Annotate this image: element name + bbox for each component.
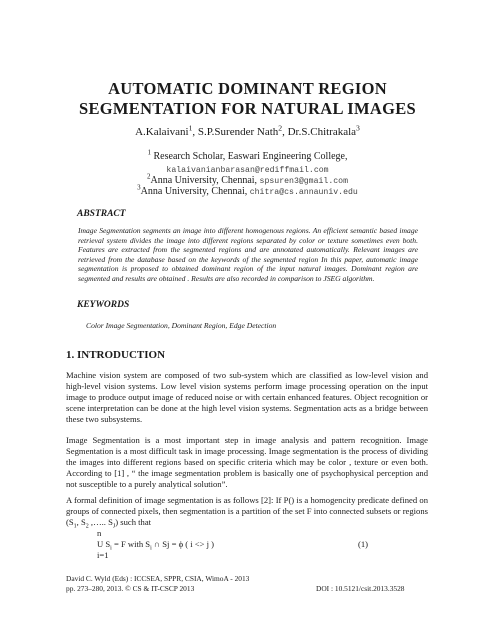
paper-title-line2: SEGMENTATION FOR NATURAL IMAGES	[78, 99, 417, 118]
intro-paragraph-1: Machine vision system are composed of two sub-system which are classified as low-level vision and high-level vision systems. Low level vision systems perform image processing operation on the input image to produce output image of reduced noise or with certain enhanced features. Object recognition or scene interpretation can be done at the high level vision systems. Segmentation acts as a bridge between these two subsystems.	[66, 370, 428, 424]
affiliation-1-email[interactable]: kalaivanianbarasan@rediffmail.com	[166, 166, 329, 175]
affiliation-3-sup: 3	[137, 183, 141, 192]
affiliation-1	[0, 148, 495, 163]
footer-doi[interactable]: DOI : 10.5121/csit.2013.3528	[316, 584, 405, 593]
formula-part-e: ∩ Sj = ϕ ( i <> j )	[151, 539, 215, 549]
intro-p3-text-c: , S	[76, 516, 86, 527]
abstract-heading: ABSTRACT	[77, 209, 126, 219]
intro-p3-text-e: ,….. S	[88, 516, 113, 527]
formula-part-a: U S	[97, 539, 111, 549]
author-list	[0, 123, 495, 138]
affiliation-1-sup: 1	[147, 148, 151, 157]
affiliation-3-email[interactable]: chitra@cs.annauniv.edu	[249, 188, 358, 197]
keywords-text: Color Image Segmentation, Dominant Region, Edge Detection	[86, 321, 277, 330]
formula-lower-limit: i=1	[97, 550, 109, 560]
affiliation-2-sup: 2	[146, 172, 151, 181]
author-3-sup: 3	[356, 123, 360, 133]
affiliation-1-text: Research Scholar, Easwari Engineering College,	[151, 151, 348, 162]
footer-citation-line2: pp. 273–280, 2013. © CS & IT-CSCP 2013	[66, 584, 195, 593]
affiliation-2-text: Anna University, Chennai,	[150, 175, 260, 186]
intro-p3-sub-1: 1	[73, 523, 77, 530]
author-2-sup: 2	[278, 123, 283, 133]
author-1: A.Kalaivani	[135, 126, 189, 138]
formula-sub-i-2: i	[150, 545, 152, 552]
paper-title-line1: AUTOMATIC DOMINANT REGION	[108, 79, 387, 98]
abstract-text: Image Segmentation segments an image into different homogenous regions. An efficient semantic based image retrieval system divides the image into different regions separated by color or texture sometimes even both. Features are extracted from the segmented regions and are annotated automatically. Relevant images are retrieved from the database based on the keywords of the segmented region In this paper, automatic image segmentation is proposed to obtained dominant region of the input natural images. Dominant region are segmented and results are obtained . Results are also recorded in comparison to JSEG algorithm.	[78, 226, 418, 283]
intro-paragraph-2: Image Segmentation is a most important step in image analysis and pattern recognition. Image Segmentation is a most difficult task in image processing. Image segmentation is the process of dividing the images into different regions based on specific criteria which may be color , texture or even both. According to [1] , “ the image segmentation problem is basically one of psychophysical perception and not susceptible to a purely analytical solution”.	[66, 435, 428, 489]
intro-p3-text-g: ) such that	[115, 516, 152, 527]
formula-upper-limit: n	[97, 528, 102, 538]
formula-number: (1)	[358, 539, 369, 549]
author-2: , S.P.Surender Nath	[192, 126, 279, 138]
intro-heading: 1. INTRODUCTION	[66, 349, 166, 361]
intro-paragraph-3	[66, 495, 428, 528]
author-1-sup: 1	[188, 123, 193, 133]
author-3: , Dr.S.Chitrakala	[282, 126, 357, 138]
formula-sub-i-1: i	[110, 545, 112, 552]
intro-p3-sub-j: J	[112, 523, 116, 530]
formula-part-c: = F with S	[111, 539, 151, 549]
footer-citation-line1: David C. Wyld (Eds) : ICCSEA, SPPR, CSIA, WimoA - 2013	[66, 574, 250, 583]
formula-main	[97, 539, 215, 552]
affiliation-3-text: Anna University, Chennai,	[140, 186, 250, 197]
affiliation-3	[0, 183, 495, 199]
affiliation-2-email[interactable]: spsuren3@gmail.com	[259, 177, 348, 186]
keywords-heading: KEYWORDS	[77, 300, 130, 310]
intro-p3-text-a: A formal definition of image segmentation is as follows [2]: If P() is a homogencity predicate defined on groups of connected pixels, then segmentation is a partition of the set F into connected subsets or regions (S	[66, 495, 428, 527]
intro-p3-sub-2: 2	[85, 523, 89, 530]
